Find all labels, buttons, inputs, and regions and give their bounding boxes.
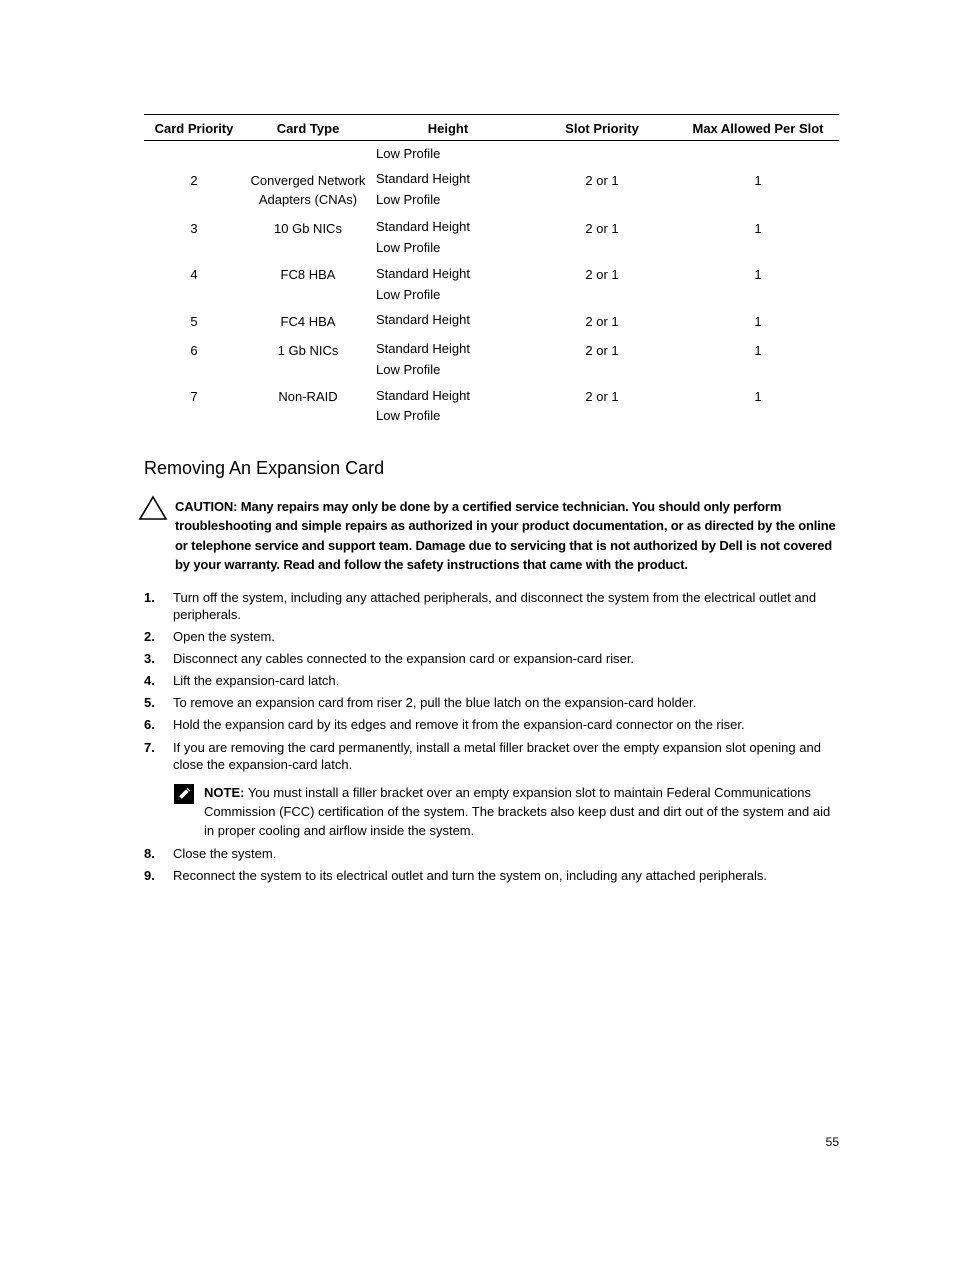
caution-triangle-icon bbox=[138, 495, 168, 521]
table-cell-priority: 5 bbox=[190, 314, 198, 329]
table-cell-type: FC8 HBA bbox=[280, 267, 336, 282]
table-cell-type: Converged Network bbox=[250, 173, 366, 188]
step-number: 4. bbox=[144, 673, 155, 688]
table-cell-height: Low Profile bbox=[376, 146, 441, 161]
step-number: 3. bbox=[144, 651, 155, 666]
step-number: 7. bbox=[144, 740, 155, 755]
table-cell-height-line2: Low Profile bbox=[376, 192, 441, 207]
table-cell-height: Standard Height bbox=[376, 266, 470, 281]
page-number: 55 bbox=[825, 1135, 839, 1149]
caution-text: CAUTION: Many repairs may only be done by a certified service technician. You should only perform troubleshooting and simple repairs as authorized in your product documentation, or as directed by the online or telephone service and support team. Damage due to servicing that is not authorized by Dell is not covered by your warranty. Read and follow the safety instructions that came with the product. bbox=[175, 499, 836, 572]
note-text bbox=[204, 783, 840, 840]
table-cell-type: FC4 HBA bbox=[280, 314, 336, 329]
table-header-rule bbox=[144, 140, 839, 141]
table-cell-max: 1 bbox=[754, 389, 762, 404]
table-cell-priority: 7 bbox=[190, 389, 198, 404]
step-text: Disconnect any cables connected to the expansion card or expansion-card riser. bbox=[173, 651, 635, 666]
step-number: 2. bbox=[144, 629, 155, 644]
table-cell-priority: 2 bbox=[190, 173, 198, 188]
step-number: 1. bbox=[144, 590, 155, 605]
header-card-type: Card Type bbox=[276, 121, 340, 136]
table-cell-height-line2: Low Profile bbox=[376, 408, 441, 423]
table-cell-height: Standard Height bbox=[376, 171, 470, 186]
table-cell-type: 10 Gb NICs bbox=[274, 221, 342, 236]
table-cell-max: 1 bbox=[754, 314, 762, 329]
table-cell-height-line2: Low Profile bbox=[376, 240, 441, 255]
table-cell-type: 1 Gb NICs bbox=[277, 343, 339, 358]
step-text: Turn off the system, including any attached peripherals, and disconnect the system from the electrical outlet and peripherals. bbox=[173, 590, 817, 622]
step-text: Reconnect the system to its electrical outlet and turn the system on, including any attached peripherals. bbox=[173, 868, 767, 883]
note-pencil-icon bbox=[174, 784, 194, 804]
table-cell-max: 1 bbox=[754, 267, 762, 282]
note-label: NOTE: bbox=[204, 785, 245, 800]
header-max-allowed: Max Allowed Per Slot bbox=[692, 121, 824, 136]
table-cell-height: Standard Height bbox=[376, 388, 470, 403]
table-cell-priority: 4 bbox=[190, 267, 198, 282]
table-cell-max: 1 bbox=[754, 343, 762, 358]
table-cell-slot: 2 or 1 bbox=[585, 267, 619, 282]
step-number: 9. bbox=[144, 868, 155, 883]
table-cell-type: Non-RAID bbox=[278, 389, 338, 404]
table-cell-height-line2: Low Profile bbox=[376, 362, 441, 377]
step-text: Hold the expansion card by its edges and remove it from the expansion-card connector on the riser. bbox=[173, 717, 745, 732]
step-text: If you are removing the card permanently, install a metal filler bracket over the empty expansion slot opening and close the expansion-card latch. bbox=[173, 740, 821, 772]
note-body: You must install a filler bracket over an empty expansion slot to maintain Federal Communications Commission (FCC) certification of the system. The brackets also keep dust and dirt out of the system and aid in proper cooling and airflow inside the system. bbox=[204, 785, 831, 838]
step-text: Open the system. bbox=[173, 629, 275, 644]
table-cell-max: 1 bbox=[754, 173, 762, 188]
table-cell-max: 1 bbox=[754, 221, 762, 236]
table-cell-slot: 2 or 1 bbox=[585, 314, 619, 329]
step-text: To remove an expansion card from riser 2, pull the blue latch on the expansion-card holder. bbox=[173, 695, 697, 710]
table-cell-height-line2: Low Profile bbox=[376, 287, 441, 302]
table-cell-priority: 3 bbox=[190, 221, 198, 236]
header-height: Height bbox=[427, 121, 469, 136]
table-cell-slot: 2 or 1 bbox=[585, 221, 619, 236]
header-slot-priority: Slot Priority bbox=[565, 121, 639, 136]
table-cell-height: Standard Height bbox=[376, 341, 470, 356]
table-cell-priority: 6 bbox=[190, 343, 198, 358]
section-title: Removing An Expansion Card bbox=[144, 458, 385, 478]
header-card-priority: Card Priority bbox=[154, 121, 234, 136]
table-cell-slot: 2 or 1 bbox=[585, 173, 619, 188]
step-text: Close the system. bbox=[173, 846, 277, 861]
table-cell-slot: 2 or 1 bbox=[585, 389, 619, 404]
step-number: 6. bbox=[144, 717, 155, 732]
table-cell-height: Standard Height bbox=[376, 219, 470, 234]
table-cell-height: Standard Height bbox=[376, 312, 470, 327]
table-cell-slot: 2 or 1 bbox=[585, 343, 619, 358]
table-cell-type-line2: Adapters (CNAs) bbox=[258, 192, 358, 207]
table-top-rule bbox=[144, 114, 839, 115]
step-number: 8. bbox=[144, 846, 155, 861]
step-number: 5. bbox=[144, 695, 155, 710]
step-text: Lift the expansion-card latch. bbox=[173, 673, 340, 688]
